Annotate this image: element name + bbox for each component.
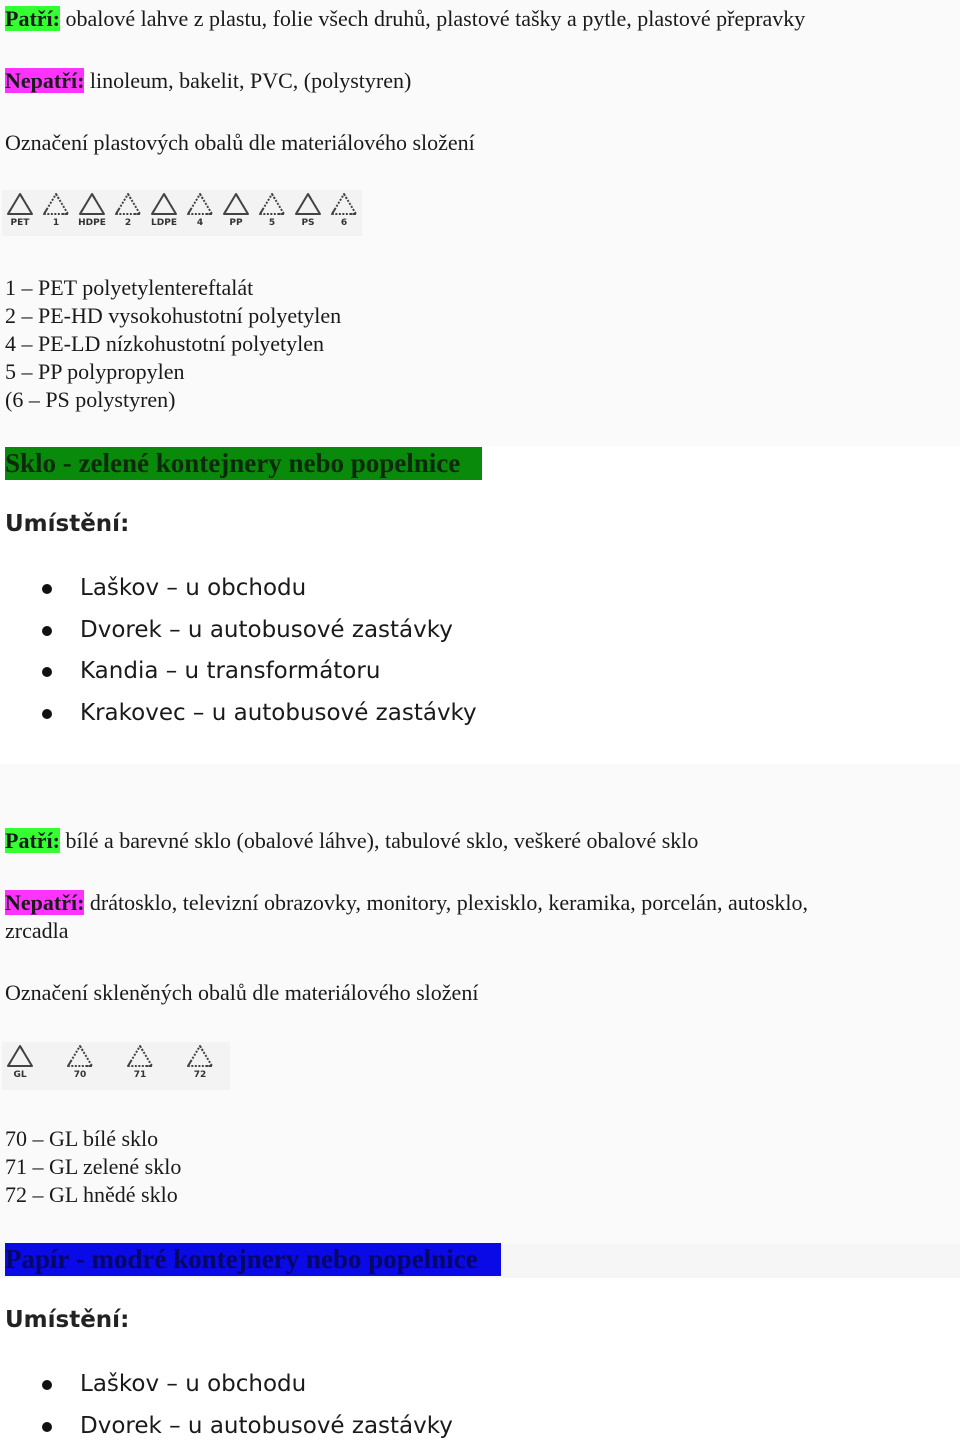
papir-umisteni: Umístění: <box>5 1307 129 1333</box>
sklo-code-71: 71 – GL zelené sklo <box>5 1153 181 1181</box>
sklo-recycle-icons <box>2 1042 230 1090</box>
recycle-triangle-icon: 4 <box>182 190 218 234</box>
plast-code-2: 2 – PE-HD vysokohustotní polyetylen <box>5 302 341 330</box>
recycle-triangle-icon: GL <box>2 1042 38 1086</box>
plast-oznaceni: Označení plastových obalů dle materiálového složení <box>5 129 475 157</box>
patri-label: Patří: <box>5 6 60 31</box>
recycle-triangle-icon: 6 <box>326 190 362 234</box>
recycle-triangle-icon: 72 <box>182 1042 218 1086</box>
nepatri-label: Nepatří: <box>5 890 84 915</box>
plast-code-1: 1 – PET polyetylentereftalát <box>5 274 341 302</box>
nepatri-text: linoleum, bakelit, PVC, (polystyren) <box>84 68 411 93</box>
list-item: Dvorek – u autobusové zastávky <box>40 1406 453 1447</box>
plast-code-6: (6 – PS polystyren) <box>5 386 341 414</box>
bullet-icon <box>42 667 52 677</box>
bullet-icon <box>42 1422 52 1432</box>
recycle-triangle-icon: HDPE <box>74 190 110 234</box>
patri-text: bílé a barevné sklo (obalové láhve), tabulové sklo, veškeré obalové sklo <box>60 828 698 853</box>
plast-recycle-icons <box>2 190 362 236</box>
recycle-triangle-icon: 5 <box>254 190 290 234</box>
recycle-triangle-icon: 2 <box>110 190 146 234</box>
bullet-icon <box>42 626 52 636</box>
sklo-code-list <box>5 1125 181 1209</box>
sklo-oznaceni: Označení skleněných obalů dle materiálového složení <box>5 979 478 1007</box>
recycle-triangle-icon: 70 <box>62 1042 98 1086</box>
list-item: Laškov – u obchodu <box>40 1364 453 1406</box>
nepatri-label: Nepatří: <box>5 68 84 93</box>
nepatri-text-cont: zrcadla <box>5 917 808 945</box>
recycle-triangle-icon: PS <box>290 190 326 234</box>
list-item: Laškov – u obchodu <box>40 568 477 610</box>
plast-code-4: 4 – PE-LD nízkohustotní polyetylen <box>5 330 341 358</box>
recycle-triangle-icon: LDPE <box>146 190 182 234</box>
papir-location-list <box>40 1364 453 1447</box>
sklo-location-list <box>40 568 477 734</box>
nepatri-text: drátosklo, televizní obrazovky, monitory, plexisklo, keramika, porcelán, autosklo, <box>84 890 808 915</box>
recycle-triangle-icon: 71 <box>122 1042 158 1086</box>
bullet-icon <box>42 709 52 719</box>
bullet-icon <box>42 1380 52 1390</box>
list-item: Kandia – u transformátoru <box>40 651 477 693</box>
plast-code-5: 5 – PP polypropylen <box>5 358 341 386</box>
sklo-code-72: 72 – GL hnědé sklo <box>5 1181 181 1209</box>
plast-code-list <box>5 274 341 414</box>
sklo-heading: Sklo - zelené kontejnery nebo popelnice <box>5 447 482 480</box>
patri-text: obalové lahve z plastu, folie všech druhů, plastové tašky a pytle, plastové přepravky <box>60 6 805 31</box>
bullet-icon <box>42 584 52 594</box>
recycle-triangle-icon: PP <box>218 190 254 234</box>
sklo-umisteni: Umístění: <box>5 511 129 537</box>
sklo-patri-line <box>5 827 698 855</box>
list-item: Krakovec – u autobusové zastávky <box>40 693 477 735</box>
sklo-nepatri-line <box>5 889 808 945</box>
recycle-triangle-icon: 1 <box>38 190 74 234</box>
plast-nepatri-line <box>5 67 411 95</box>
patri-label: Patří: <box>5 828 60 853</box>
papir-heading: Papír - modré kontejnery nebo popelnice <box>5 1243 501 1276</box>
plast-patri-line <box>5 5 805 33</box>
sklo-code-70: 70 – GL bílé sklo <box>5 1125 181 1153</box>
recycle-triangle-icon: PET <box>2 190 38 234</box>
list-item: Dvorek – u autobusové zastávky <box>40 610 477 652</box>
